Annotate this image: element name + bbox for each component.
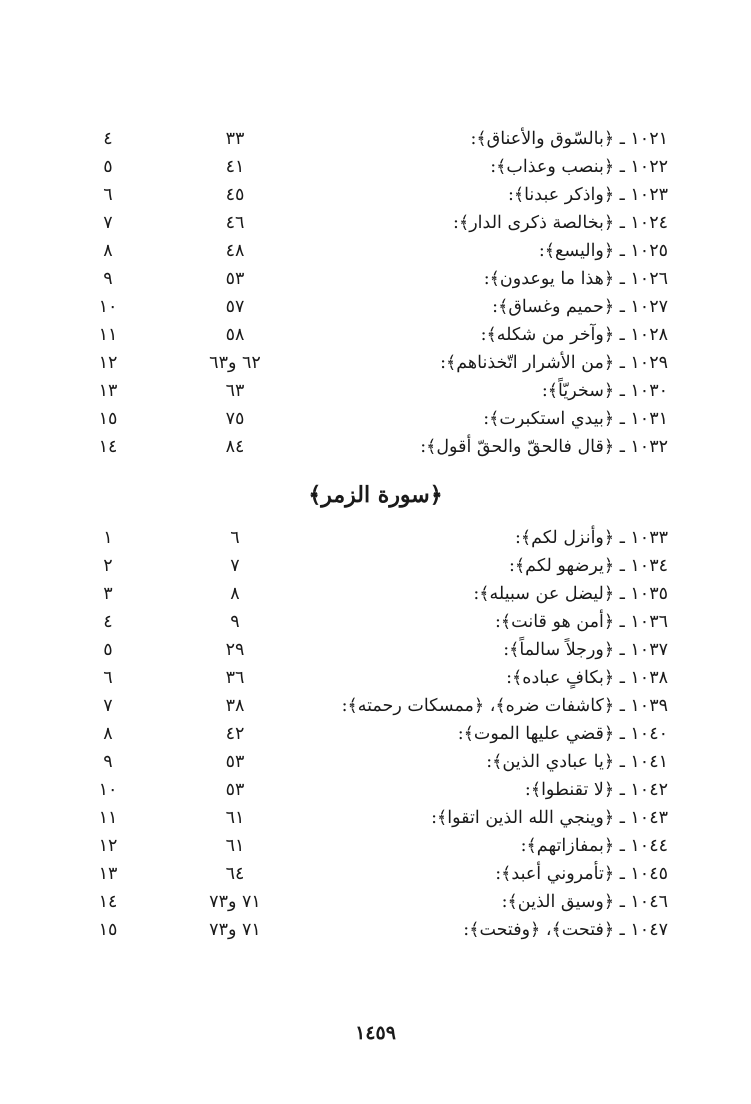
entry-text: ١٠٢٩ ـ ﴿من الأشرار اتّخذناهم﴾: xyxy=(440,353,668,373)
table-row xyxy=(0,552,751,580)
page-ref: ١١ xyxy=(98,808,118,828)
verse-number: ٤٥ xyxy=(225,185,245,205)
index-section-sad xyxy=(0,125,751,461)
verse-number: ٦٤ xyxy=(225,864,245,884)
table-row xyxy=(0,580,751,608)
verse-number: ٥٣ xyxy=(225,780,245,800)
page-ref: ١٤ xyxy=(98,892,118,912)
table-row xyxy=(0,664,751,692)
page-ref: ٨ xyxy=(103,241,113,261)
table-row xyxy=(0,405,751,433)
entry-text: ١٠٢١ ـ ﴿بالسّوق والأعناق﴾: xyxy=(470,129,668,149)
page-ref: ١٢ xyxy=(98,353,118,373)
entry-text: ١٠٤٤ ـ ﴿بمفازاتهم﴾: xyxy=(520,836,668,856)
entry-text: ١٠٤١ ـ ﴿يا عبادي الذين﴾: xyxy=(486,752,668,772)
verse-number: ٦١ xyxy=(225,836,245,856)
page-ref: ١٤ xyxy=(98,437,118,457)
table-row xyxy=(0,888,751,916)
verse-number: ٧ xyxy=(230,556,240,576)
entry-text: ١٠٣٤ ـ ﴿يرضهو لكم﴾: xyxy=(509,556,668,576)
entry-text: ١٠٢٧ ـ ﴿حميم وغساق﴾: xyxy=(492,297,668,317)
verse-number: ٤٢ xyxy=(225,724,245,744)
page-ref: ٧ xyxy=(103,213,113,233)
page-ref: ١٢ xyxy=(98,836,118,856)
page-ref: ١ xyxy=(103,528,113,548)
entry-text: ١٠٣٠ ـ ﴿سخريّاً﴾: xyxy=(541,381,668,401)
table-row xyxy=(0,636,751,664)
table-row xyxy=(0,692,751,720)
table-row xyxy=(0,181,751,209)
entry-text: ١٠٤٥ ـ ﴿تأمروني أعبد﴾: xyxy=(495,864,668,884)
entry-text: ١٠٣٥ ـ ﴿ليضل عن سبيله﴾: xyxy=(473,584,668,604)
table-row xyxy=(0,125,751,153)
page-ref: ٥ xyxy=(103,157,113,177)
page-ref: ١٠ xyxy=(98,297,118,317)
entry-text: ١٠٢٨ ـ ﴿وآخر من شكله﴾: xyxy=(480,325,668,345)
entry-text: ١٠٤٠ ـ ﴿قضي عليها الموت﴾: xyxy=(457,724,668,744)
verse-number: ٥٣ xyxy=(225,752,245,772)
page-ref: ٨ xyxy=(103,724,113,744)
page-ref: ١٠ xyxy=(98,780,118,800)
table-row xyxy=(0,804,751,832)
table-row xyxy=(0,321,751,349)
verse-number: ٨٤ xyxy=(225,437,245,457)
table-row xyxy=(0,776,751,804)
entry-text: ١٠٣٧ ـ ﴿ورجلاً سالماً﴾: xyxy=(503,640,668,660)
verse-number: ٦٢ و٦٣ xyxy=(209,353,261,373)
page-ref: ٤ xyxy=(103,612,113,632)
entry-text: ١٠٤٧ ـ ﴿فتحت﴾، ﴿وفتحت﴾: xyxy=(463,920,668,940)
page-ref: ٩ xyxy=(103,752,113,772)
table-row xyxy=(0,916,751,944)
table-row xyxy=(0,608,751,636)
verse-number: ٤٨ xyxy=(225,241,245,261)
verse-number: ٧١ و٧٣ xyxy=(209,892,261,912)
page-ref: ٦ xyxy=(103,668,113,688)
verse-number: ٥٧ xyxy=(225,297,245,317)
entry-text: ١٠٤٣ ـ ﴿وينجي الله الذين اتقوا﴾: xyxy=(431,808,668,828)
entry-text: ١٠٢٣ ـ ﴿واذكر عبدنا﴾: xyxy=(507,185,668,205)
page-ref: ٦ xyxy=(103,185,113,205)
table-row xyxy=(0,832,751,860)
page-ref: ٣ xyxy=(103,584,113,604)
entry-text: ١٠٣٩ ـ ﴿كاشفات ضره﴾، ﴿ممسكات رحمته﴾: xyxy=(341,696,668,716)
page-number: ١٤٥٩ xyxy=(355,1022,396,1044)
table-row xyxy=(0,293,751,321)
page-ref: ٤ xyxy=(103,129,113,149)
entry-text: ١٠٢٥ ـ ﴿واليسع﴾: xyxy=(538,241,668,261)
verse-number: ٤٦ xyxy=(225,213,245,233)
entry-text: ١٠٤٢ ـ ﴿لا تقنطوا﴾: xyxy=(524,780,668,800)
entry-text: ١٠٣٦ ـ ﴿أمن هو قانت﴾: xyxy=(495,612,668,632)
table-row xyxy=(0,720,751,748)
table-row xyxy=(0,860,751,888)
page-ref: ٢ xyxy=(103,556,113,576)
entry-text: ١٠٣٢ ـ ﴿قال فالحقّ والحقّ أقول﴾: xyxy=(420,437,668,457)
verse-number: ٣٣ xyxy=(225,129,245,149)
page-ref: ٩ xyxy=(103,269,113,289)
entry-text: ١٠٢٦ ـ ﴿هذا ما يوعدون﴾: xyxy=(483,269,668,289)
table-row xyxy=(0,377,751,405)
verse-number: ٧٥ xyxy=(225,409,245,429)
entry-text: ١٠٢٢ ـ ﴿بنصب وعذاب﴾: xyxy=(490,157,668,177)
verse-number: ٣٦ xyxy=(225,668,245,688)
page-ref: ١٣ xyxy=(98,381,118,401)
page-ref: ٥ xyxy=(103,640,113,660)
index-section-zumar xyxy=(0,524,751,944)
entry-text: ١٠٤٦ ـ ﴿وسيق الذين﴾: xyxy=(501,892,668,912)
entry-text: ١٠٢٤ ـ ﴿بخالصة ذكرى الدار﴾: xyxy=(453,213,668,233)
verse-number: ٤١ xyxy=(225,157,245,177)
verse-number: ٦٣ xyxy=(225,381,245,401)
verse-number: ٢٩ xyxy=(225,640,245,660)
verse-number: ٦١ xyxy=(225,808,245,828)
verse-number: ٨ xyxy=(230,584,240,604)
page-ref: ١٥ xyxy=(98,409,118,429)
surah-heading: ﴿سورة الزمر﴾ xyxy=(308,482,443,508)
entry-text: ١٠٣٣ ـ ﴿وأنزل لكم﴾: xyxy=(514,528,668,548)
verse-number: ٦ xyxy=(230,528,240,548)
verse-number: ٥٨ xyxy=(225,325,245,345)
verse-number: ٥٣ xyxy=(225,269,245,289)
entry-text: ١٠٣١ ـ ﴿بيدي استكبرت﴾: xyxy=(483,409,668,429)
table-row xyxy=(0,748,751,776)
table-row xyxy=(0,524,751,552)
table-row xyxy=(0,265,751,293)
entry-text: ١٠٣٨ ـ ﴿بكافٍ عباده﴾: xyxy=(506,668,668,688)
table-row xyxy=(0,433,751,461)
table-row xyxy=(0,209,751,237)
page-ref: ٧ xyxy=(103,696,113,716)
verse-number: ٩ xyxy=(230,612,240,632)
page-ref: ١١ xyxy=(98,325,118,345)
table-row xyxy=(0,153,751,181)
table-row xyxy=(0,349,751,377)
table-row xyxy=(0,237,751,265)
page-ref: ١٥ xyxy=(98,920,118,940)
page-ref: ١٣ xyxy=(98,864,118,884)
verse-number: ٣٨ xyxy=(225,696,245,716)
verse-number: ٧١ و٧٣ xyxy=(209,920,261,940)
